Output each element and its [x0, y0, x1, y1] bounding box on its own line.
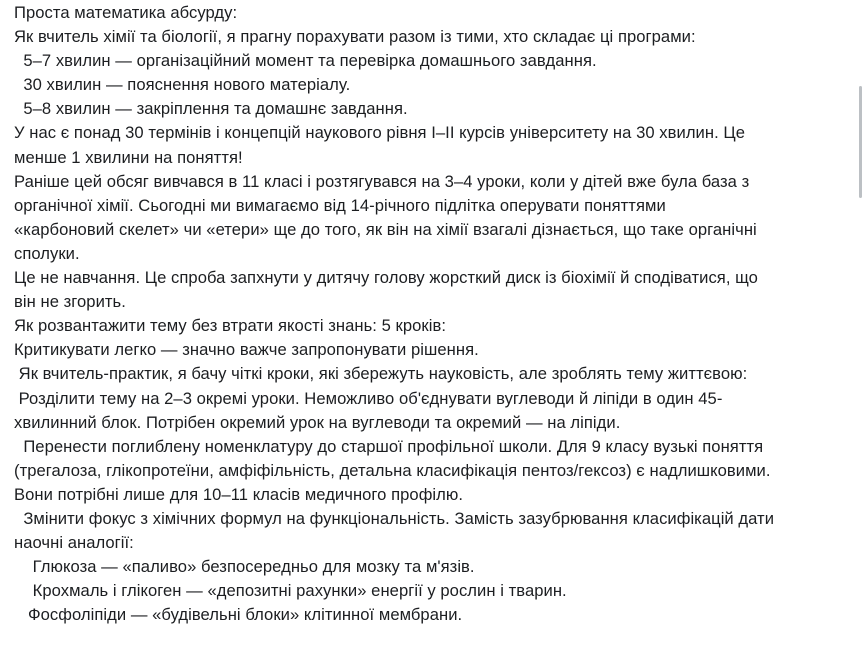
post-line: 5–7 хвилин — організаційний момент та перевірка домашнього завдання. [14, 51, 597, 71]
post-line: органічної хімії. Сьогодні ми вимагаємо від 14-річного підлітка оперувати поняттями [14, 195, 666, 215]
post-line: Як вчитель-практик, я бачу чіткі кроки, які збережуть науковість, але зроблять тему життєвою: [14, 364, 748, 384]
post-line: 5–8 хвилин — закріплення та домашнє завдання. [14, 99, 408, 119]
post-line: Як вчитель хімії та біології, я прагну порахувати разом із тими, хто складає ці програми: [14, 27, 696, 47]
post-line: Глюкоза — «паливо» безпосередньо для мозку та м'язів. [14, 557, 475, 577]
post-line: він не згорить. [14, 292, 126, 312]
post-line: сполуки. [14, 243, 80, 263]
post-line: Як розвантажити тему без втрати якості знань: 5 кроків: [14, 316, 446, 336]
post-line: менше 1 хвилини на поняття! [14, 147, 243, 167]
post-line: Раніше цей обсяг вивчався в 11 класі і розтягувався на 3–4 уроки, коли у дітей вже була база з [14, 171, 750, 191]
post-line: Вони потрібні лише для 10–11 класів медичного профілю. [14, 484, 464, 504]
post-line: Проста математика абсурду: [14, 3, 238, 22]
post-line: У нас є понад 30 термінів і концепцій наукового рівня I–II курсів університету на 30 хвилин. Це [14, 123, 746, 143]
post-line: Критикувати легко — значно важче запропонувати рішення. [14, 340, 479, 360]
post-line: Це не навчання. Це спроба запхнути у дитячу голову жорсткий диск із біохімії й сподіватися, що [14, 268, 758, 288]
post-line: наочні аналогії: [14, 533, 134, 553]
post-text [14, 1, 856, 627]
post-line: Фосфоліпіди — «будівельні блоки» клітинної мембрани. [14, 605, 463, 625]
post-line: «карбоновий скелет» чи «етери» ще до того, як він на хімії взагалі дізнається, що таке органічні [14, 219, 757, 239]
post-line: Змінити фокус з хімічних формул на функціональність. Замість зазубрювання класифікацій дати [14, 508, 775, 528]
post-line: Перенести поглиблену номенклатуру до старшої профільної школи. Для 9 класу вузькі поняття [14, 436, 764, 456]
post-line: (трегалоза, глікопротеїни, амфіфільність, детальна класифікація пентоз/гексоз) є надлишковими. [14, 460, 771, 480]
post-line: Крохмаль і глікоген — «депозитні рахунки» енергії у рослин і тварин. [14, 581, 567, 601]
post-line: 30 хвилин — пояснення нового матеріалу. [14, 75, 351, 95]
post-line: Розділити тему на 2–3 окремі уроки. Неможливо об'єднувати вуглеводи й ліпіди в один 45- [14, 388, 723, 408]
post-line: хвилинний блок. Потрібен окремий урок на вуглеводи та окремий — на ліпіди. [14, 412, 621, 432]
